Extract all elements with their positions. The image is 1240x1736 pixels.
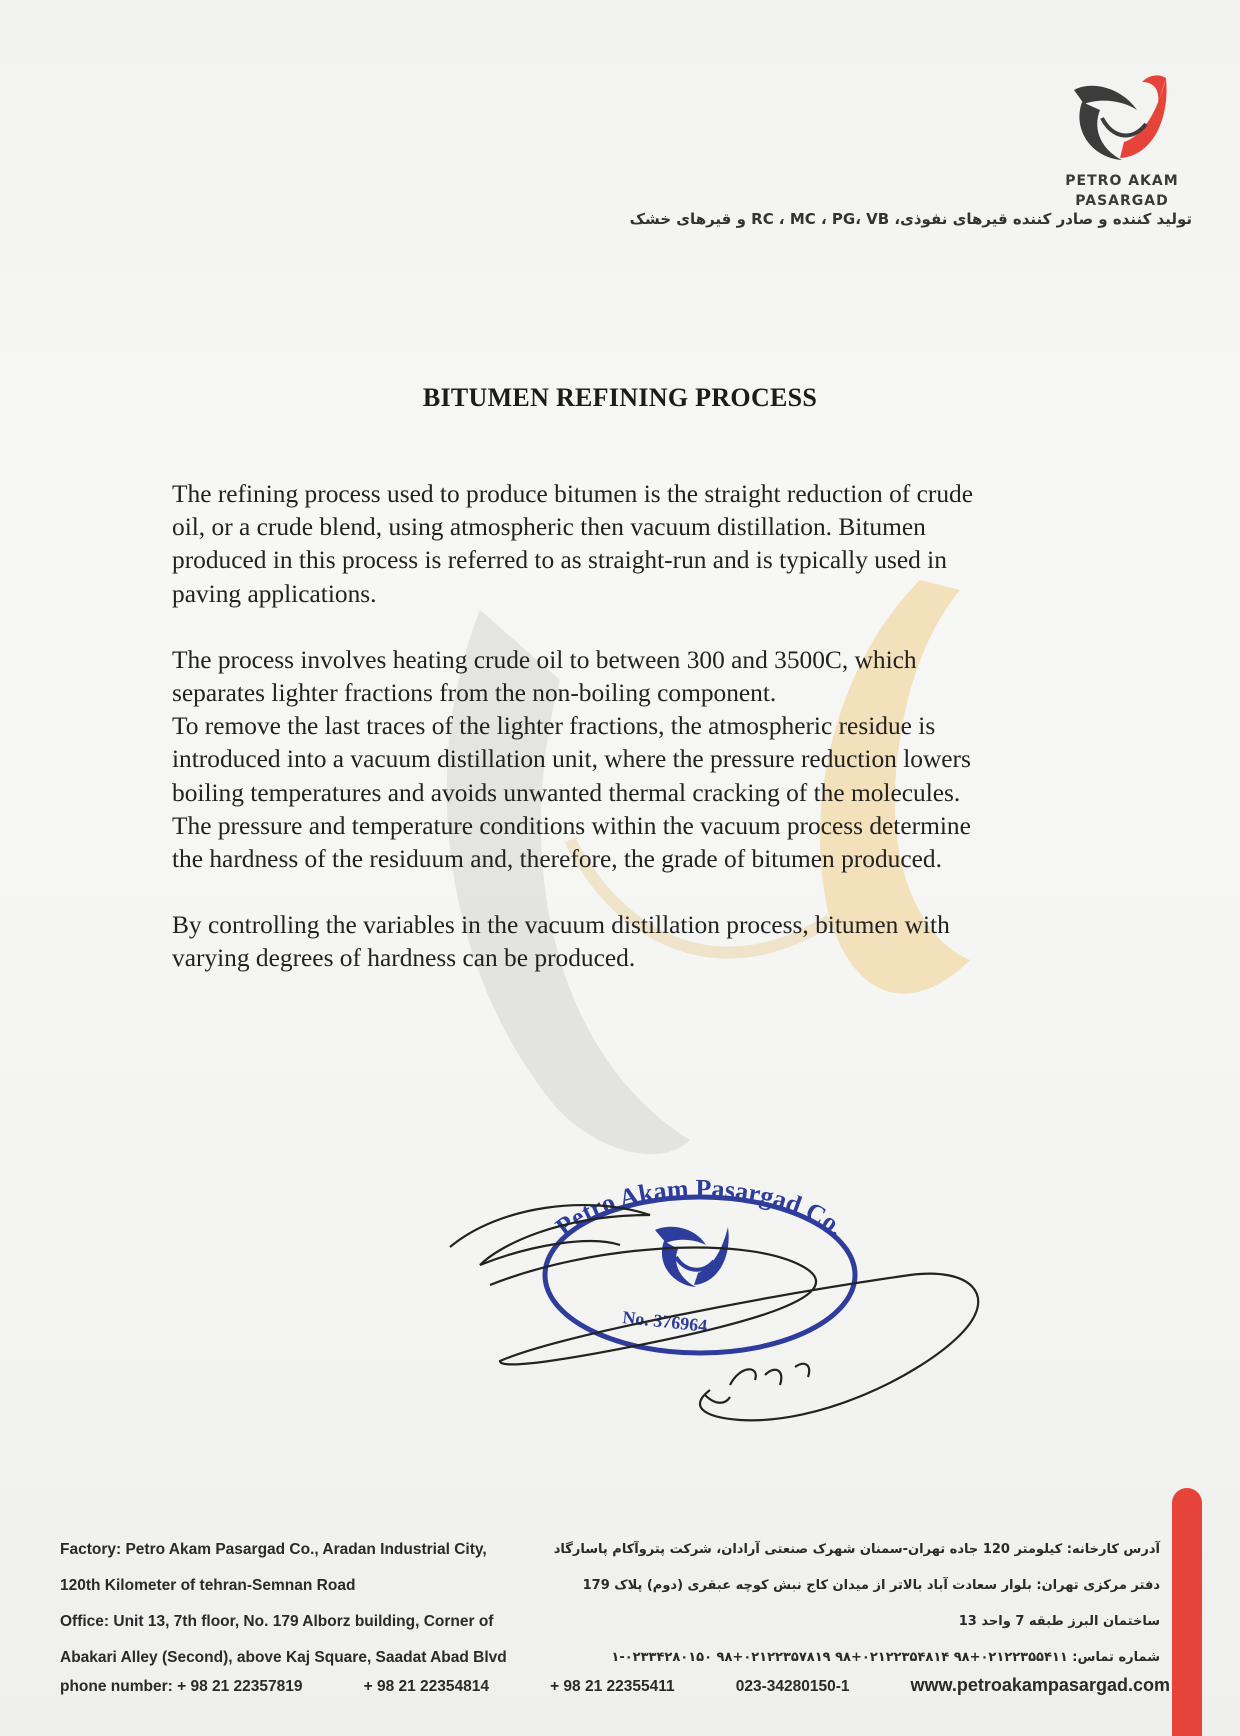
website-link[interactable]: www.petroakampasargad.com bbox=[910, 1675, 1170, 1695]
stamp-icon bbox=[440, 1135, 1000, 1435]
text-line: produced in this process is referred to as straight-run and is typically used in bbox=[172, 546, 947, 575]
text-line: boiling temperatures and avoids unwanted thermal cracking of the molecules. bbox=[172, 778, 961, 807]
footer-address-fa bbox=[540, 1532, 1160, 1676]
text-line: varying degrees of hardness can be produced. bbox=[172, 944, 636, 973]
paragraph-1 bbox=[172, 478, 1102, 611]
phone-number-1: phone number: + 98 21 22357819 bbox=[60, 1678, 303, 1695]
text-line: By controlling the variables in the vacuum distillation process, bitumen with bbox=[172, 911, 950, 940]
footer-line: 120th Kilometer of tehran-Semnan Road bbox=[60, 1577, 356, 1594]
text-line: separates lighter fractions from the non-boiling component. bbox=[172, 679, 777, 708]
text-line: The pressure and temperature conditions within the vacuum process determine bbox=[172, 811, 971, 840]
footer-address-en bbox=[60, 1532, 580, 1676]
footer-line: شماره تماس: ۰۲۱۲۲۳۵۵۴۱۱+۹۸ ۰۲۱۲۲۳۵۴۸۱۴+۹۸ ۰۲۱۲۲۳۵۷۸۱۹+۹۸ ۰۲۳۳۴۲۸۰۱۵۰-۱ bbox=[611, 1650, 1160, 1665]
company-logo bbox=[1052, 60, 1192, 210]
document-body bbox=[172, 478, 1102, 1009]
footer-line: ساختمان البرز طبقه 7 واحد 13 bbox=[958, 1614, 1160, 1629]
paragraph-3 bbox=[172, 909, 1102, 975]
company-tagline: تولید کننده و صادر کننده قیرهای نفوذی، RC ، MC ، PG، VB و قیرهای خشک bbox=[629, 210, 1192, 228]
company-stamp-and-signature bbox=[440, 1135, 1000, 1435]
page-title: BITUMEN REFINING PROCESS bbox=[422, 383, 818, 412]
signature-icon bbox=[450, 1205, 978, 1420]
text-line: To remove the last traces of the lighter fractions, the atmospheric residue is bbox=[172, 712, 936, 741]
text-line: the hardness of the residuum and, therefore, the grade of bitumen produced. bbox=[172, 845, 942, 874]
text-line: The refining process used to produce bitumen is the straight reduction of crude bbox=[172, 480, 973, 508]
footer-line: دفتر مرکزی تهران: بلوار سعادت آباد بالاتر از میدان کاج نبش کوچه عبقری (دوم) پلاک 179 bbox=[582, 1578, 1160, 1593]
logo-name-line1: PETRO AKAM bbox=[1065, 173, 1179, 189]
logo-name-line2: PASARGAD bbox=[1075, 193, 1169, 209]
footer-contact-row bbox=[60, 1675, 1170, 1696]
stamp-logo-icon bbox=[655, 1227, 729, 1287]
footer-line: Abakari Alley (Second), above Kaj Square, Saadat Abad Blvd bbox=[60, 1649, 507, 1666]
text-line: The process involves heating crude oil to between 300 and 3500C, which bbox=[172, 645, 917, 674]
footer-line: آدرس کارخانه: کیلومتر 120 جاده تهران-سمنان شهرک صنعتی آرادان، شرکت پتروآکام پاسارگاد bbox=[553, 1542, 1160, 1557]
text-line: introduced into a vacuum distillation unit, where the pressure reduction lowers bbox=[172, 745, 971, 774]
footer-line: Factory: Petro Akam Pasargad Co., Aradan Industrial City, bbox=[60, 1541, 487, 1558]
text-line: paving applications. bbox=[172, 579, 377, 608]
footer-line: Office: Unit 13, 7th floor, No. 179 Alborz building, Corner of bbox=[60, 1613, 494, 1630]
decorative-red-bar bbox=[1172, 1488, 1202, 1736]
stamp-number: No. 376964 bbox=[621, 1307, 709, 1336]
phone-number-4: 023-34280150-1 bbox=[735, 1678, 850, 1695]
petro-akam-logo-icon bbox=[1062, 60, 1182, 170]
stamp-text: Petro Akam Pasargad Co. bbox=[550, 1173, 851, 1242]
text-line: oil, or a crude blend, using atmospheric then vacuum distillation. Bitumen bbox=[172, 513, 926, 542]
phone-number-2: + 98 21 22354814 bbox=[363, 1678, 490, 1695]
paragraph-2 bbox=[172, 644, 1102, 876]
phone-number-3: + 98 21 22355411 bbox=[550, 1678, 675, 1695]
